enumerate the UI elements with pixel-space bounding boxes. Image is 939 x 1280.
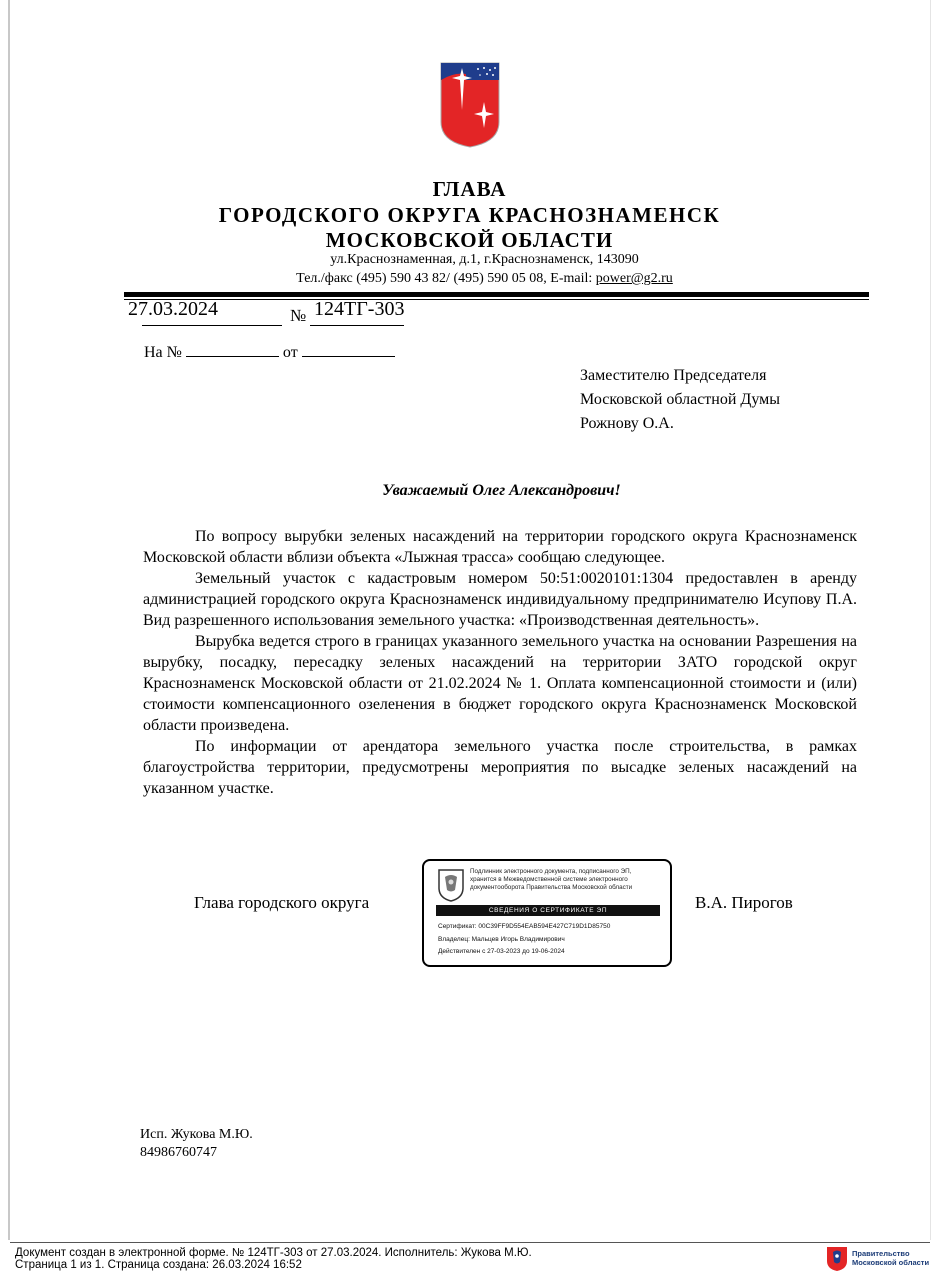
stamp-info-line-3: документооборота Правительства Московской области bbox=[470, 884, 633, 891]
email-link[interactable]: power@g2.ru bbox=[595, 271, 673, 286]
body-paragraph-4: По информации от арендатора земельного участка после строительства, в рамках благоустройства территории, предусмотрены мероприятия по высадке зеленых насаждений на указанном участке. bbox=[143, 738, 857, 797]
registration-number-sign: № bbox=[290, 306, 307, 325]
stamp-info-line-1: Подлинник электронного документа, подписанного ЭП, bbox=[470, 868, 632, 875]
addressee-organization: Московской областной Думы bbox=[580, 391, 780, 408]
gov-text-line-2: Московской области bbox=[852, 1258, 930, 1267]
footer-page-info: Страница 1 из 1. Страница создана: 26.03.2024 16:52 bbox=[15, 1259, 302, 1271]
reference-from: от bbox=[282, 344, 298, 361]
addressee-position: Заместителю Председателя bbox=[580, 367, 767, 384]
stamp-info bbox=[470, 868, 670, 892]
stamp-validity: Действителен с 27-03-2023 до 19-06-2024 bbox=[438, 948, 565, 955]
reference-prefix: На № bbox=[144, 344, 182, 361]
registration-number: 124ТГ-303 bbox=[314, 298, 405, 320]
executor-phone: 84986760747 bbox=[140, 1145, 217, 1160]
registration-date: 27.03.2024 bbox=[128, 298, 218, 320]
footer-document-info: Документ создан в электронной форме. № 124ТГ-303 от 27.03.2024. Исполнитель: Жукова М.Ю. bbox=[15, 1247, 532, 1259]
electronic-signature-stamp bbox=[422, 859, 672, 967]
executor-name: Исп. Жукова М.Ю. bbox=[140, 1127, 253, 1142]
greeting: Уважаемый Олег Александрович! bbox=[382, 482, 621, 499]
footer-rule bbox=[10, 1242, 930, 1243]
letter-body bbox=[143, 526, 857, 799]
registration-date-underline bbox=[142, 325, 282, 326]
header-rule-thin bbox=[124, 299, 869, 300]
reference-date-blank bbox=[302, 344, 395, 357]
stamp-owner: Владелец: Мальцев Игорь Владимирович bbox=[438, 936, 565, 943]
government-logo-icon bbox=[826, 1246, 848, 1272]
reference-number-blank bbox=[186, 344, 279, 357]
moscow-region-crest-icon bbox=[436, 868, 466, 902]
reference-line bbox=[144, 344, 395, 362]
letterhead-district: ГОРОДСКОГО ОКРУГА КРАСНОЗНАМЕНСК bbox=[218, 203, 721, 227]
body-paragraph-1: По вопросу вырубки зеленых насаждений на территории городского округа Краснознаменск Московской области вблизи объекта «Лыжная трасса» сообщаю следующее. bbox=[143, 528, 857, 566]
stamp-certificate: Сертификат: 00C39FF9D554EAB594E427C719D1D85750 bbox=[438, 923, 611, 930]
body-paragraph-2: Земельный участок с кадастровым номером 50:51:0020101:1304 предоставлен в аренду администрацией городского округа Краснознаменск индивидуальному предпринимателю Исупову П.А. Вид разрешенного использования земельного участка: «Производственная деятельность». bbox=[143, 570, 857, 629]
letterhead-address: ул.Краснознаменная, д.1, г.Краснознаменск, 143090 bbox=[330, 252, 639, 267]
contacts-phones: Тел./факс (495) 590 43 82/ (495) 590 05 08, E-mail: bbox=[296, 271, 596, 286]
signatory-name: В.А. Пирогов bbox=[695, 893, 793, 912]
gov-text-line-1: Правительство bbox=[852, 1249, 910, 1258]
registration-number-underline bbox=[310, 325, 404, 326]
signatory-position: Глава городского округа bbox=[194, 893, 370, 912]
coat-of-arms-emblem bbox=[440, 62, 500, 148]
government-logo-text bbox=[852, 1249, 929, 1267]
letterhead-contacts bbox=[0, 270, 939, 288]
stamp-info-line-2: хранится в Межведомственной системе электронного bbox=[470, 876, 628, 883]
body-paragraph-3: Вырубка ведется строго в границах указанного земельного участка на основании Разрешения на вырубку, посадку, пересадку зеленых насаждений на территории ЗАТО городской округ Краснознаменск Московской области от 21.02.2024 № 1. Оплата компенсационной стоимости и (или) стоимости компенсационного озеленения в бюджет городского округа Краснознаменск Московской области произведена. bbox=[143, 633, 857, 734]
letterhead-region: МОСКОВСКОЙ ОБЛАСТИ bbox=[325, 228, 614, 252]
addressee-name: Рожнову О.А. bbox=[580, 415, 674, 432]
header-rule-thick bbox=[124, 292, 869, 297]
stamp-header: СВЕДЕНИЯ О СЕРТИФИКАТЕ ЭП bbox=[436, 905, 660, 916]
letterhead-title: ГЛАВА bbox=[432, 177, 507, 201]
